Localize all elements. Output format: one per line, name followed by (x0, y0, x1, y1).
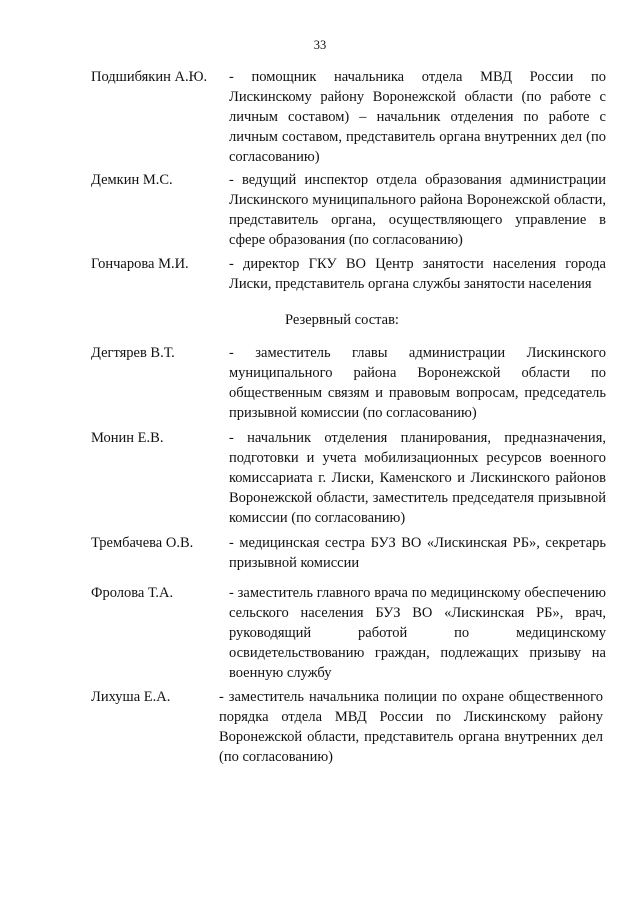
member-name: Фролова Т.А. (91, 585, 174, 601)
member-name: Демкин М.С. (91, 172, 173, 188)
member-role: - ведущий инспектор отдела образования администрации Лискинского муниципального района Воронежской области, представитель органа, осуществляющего управление в сфере образования (по согласованию) (229, 172, 606, 248)
member-name: Лихуша Е.А. (91, 689, 171, 705)
page-number: 33 (313, 38, 327, 52)
member-name: Монин Е.В. (91, 430, 164, 446)
member-role: - заместитель главы администрации Лискинского муниципального района Воронежской области по общественным связям и правовым вопросам, председатель призывной комиссии (по согласованию) (229, 345, 606, 421)
member-role: - медицинская сестра БУЗ ВО «Лискинская РБ», секретарь призывной комиссии (229, 535, 606, 571)
member-role: - помощник начальника отдела МВД России по Лискинскому району Воронежской области (по работе с личным составом) – начальник отделения по работе с личным составом, представитель органа внутренних дел (по согласованию) (229, 69, 606, 165)
member-role: - начальник отделения планирования, предназначения, подготовки и учета мобилизационных ресурсов военного комиссариата г. Лиски, Каменского и Лискинского районов Воронежской области, заместитель председателя призывной комиссии (по согласованию) (229, 430, 606, 526)
member-name: Гончарова М.И. (91, 256, 189, 272)
member-name: Подшибякин А.Ю. (91, 69, 208, 85)
member-role: - заместитель главного врача по медицинскому обеспечению сельского населения БУЗ ВО «Лискинская РБ», врач, руководящий работой по медицинскому освидетельствованию граждан, подлежащих призыву на военную службу (229, 585, 606, 681)
member-role: - директор ГКУ ВО Центр занятости населения города Лиски, представитель органа службы занятости населения (229, 256, 606, 292)
member-name: Дегтярев В.Т. (91, 345, 175, 361)
reserve-heading: Резервный состав: (285, 312, 399, 328)
member-name: Трембачева О.В. (91, 535, 194, 551)
member-role: - заместитель начальника полиции по охране общественного порядка отдела МВД России по Лискинскому району Воронежской области, представитель органа внутренних дел (по согласованию) (219, 689, 603, 765)
